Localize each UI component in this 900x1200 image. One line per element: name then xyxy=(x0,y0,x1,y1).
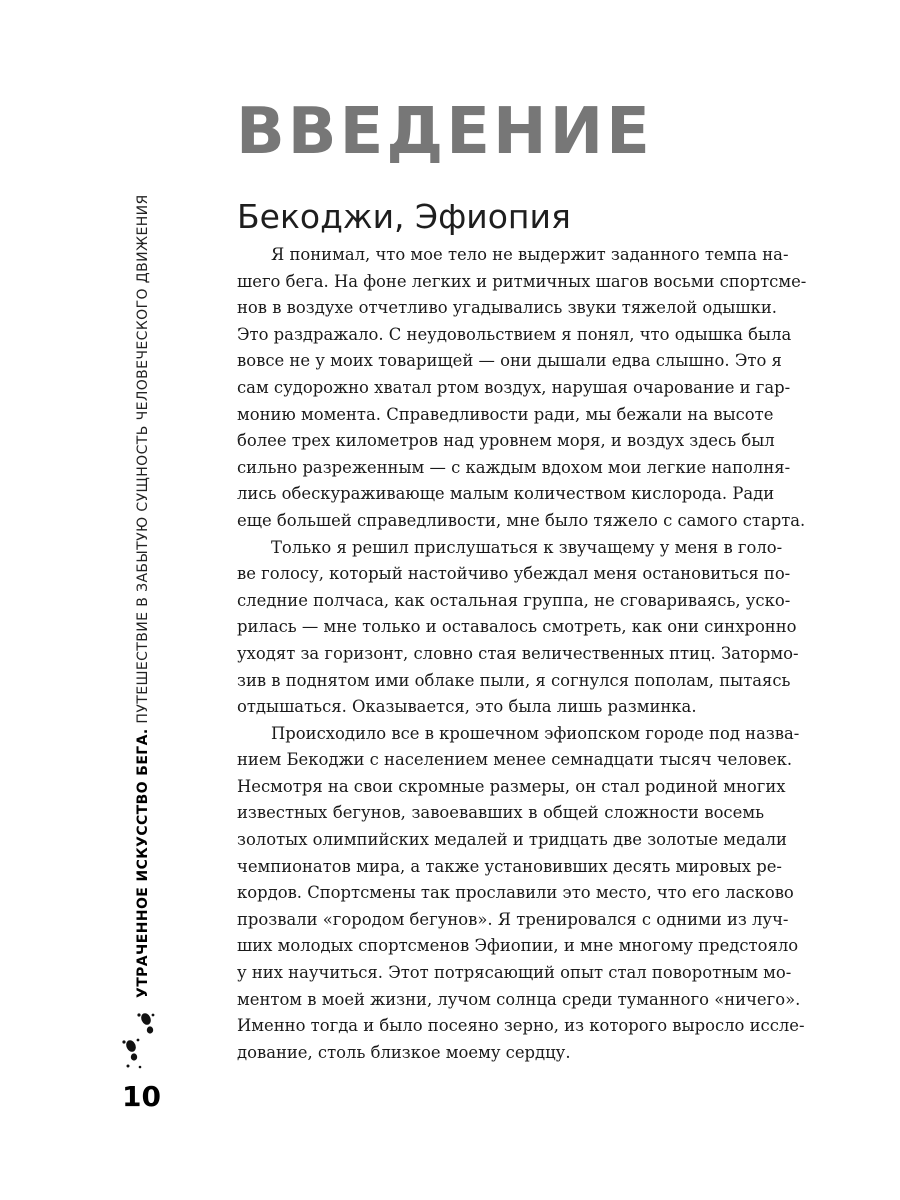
paragraph-line: более трех километров над уровнем моря, и воздух здесь был xyxy=(237,431,775,451)
paragraph-line: золотых олимпийских медалей и тридцать две золотые медали xyxy=(237,830,787,850)
paragraph-line: нов в воздухе отчетливо угадывались звуки тяжелой одышки. xyxy=(237,298,777,318)
paragraph-line: отдышаться. Оказывается, это была лишь разминка. xyxy=(237,697,697,717)
paragraph-line: кордов. Спортсмены так прославили это место, что его ласково xyxy=(237,883,794,903)
paragraph-line: известных бегунов, завоевавших в общей сложности восемь xyxy=(237,803,764,823)
paragraph-line: ментом в моей жизни, лучом солнца среди туманного «ничего». xyxy=(237,989,801,1009)
paragraph-line: монию момента. Справедливости ради, мы бежали на высоте xyxy=(237,404,774,424)
paragraph-line: у них научиться. Этот потрясающий опыт стал поворотным мо- xyxy=(237,963,792,983)
paragraph-line: следние полчаса, как остальная группа, не сговариваясь, уско- xyxy=(237,590,791,610)
paragraph-line: вовсе не у моих товарищей — они дышали едва слышно. Это я xyxy=(237,351,782,371)
paragraph-line: лись обескураживающе малым количеством кислорода. Ради xyxy=(237,484,775,504)
chapter-title: ВВЕДЕНИЕ xyxy=(236,95,653,169)
paragraph-line: Только я решил прислушаться к звучащему у меня в голо- xyxy=(271,537,783,557)
paragraph-line: ших молодых спортсменов Эфиопии, и мне многому предстояло xyxy=(237,936,799,956)
paragraph-line: уходят за горизонт, словно стая величественных птиц. Затормо- xyxy=(237,643,799,663)
paragraph-line: нием Бекоджи с населением менее семнадцати тысяч человек. xyxy=(237,750,793,770)
paragraph-line: Несмотря на свои скромные размеры, он стал родиной многих xyxy=(237,776,786,796)
section-title: Бекоджи, Эфиопия xyxy=(237,197,571,236)
paragraph-line: чемпионатов мира, а также установивших десять мировых ре- xyxy=(237,856,782,876)
paragraph-line: еще большей справедливости, мне было тяжело с самого старта. xyxy=(237,510,806,530)
paragraph-line: прозвали «городом бегунов». Я тренировался с одними из луч- xyxy=(237,909,789,929)
paragraph-line: рилась — мне только и оставалось смотреть, как они синхронно xyxy=(237,617,797,637)
paragraph-line: шего бега. На фоне легких и ритмичных шагов восьми спортсме- xyxy=(237,271,807,291)
running-header xyxy=(136,194,150,998)
paragraph-line: сам судорожно хватал ртом воздух, нарушая очарование и гар- xyxy=(237,377,791,397)
page-number: 10 xyxy=(122,1080,161,1113)
paragraph-line: дование, столь близкое моему сердцу. xyxy=(237,1042,571,1062)
footprints-icon xyxy=(120,1010,160,1074)
paragraph-line: Именно тогда и было посеяно зерно, из которого выросло иссле- xyxy=(237,1016,805,1036)
paragraph-line: Это раздражало. С неудовольствием я понял, что одышка была xyxy=(237,324,792,344)
running-header-subtitle: ПУТЕШЕСТВИЕ В ЗАБЫТУЮ СУЩНОСТЬ ЧЕЛОВЕЧЕСКОГО ДВИЖЕНИЯ xyxy=(135,194,151,724)
paragraph-line: зив в поднятом ими облаке пыли, я согнулся пополам, пытаясь xyxy=(237,670,791,690)
paragraph-line: Происходило все в крошечном эфиопском городе под назва- xyxy=(271,723,800,743)
paragraph-line: сильно разреженным — с каждым вдохом мои легкие наполня- xyxy=(237,457,791,477)
body-text xyxy=(237,242,807,1066)
paragraph-line: Я понимал, что мое тело не выдержит заданного темпа на- xyxy=(271,245,789,264)
running-header-book-title: УТРАЧЕННОЕ ИСКУССТВО БЕГА. xyxy=(135,728,151,998)
paragraph-line: ве голосу, который настойчиво убеждал меня остановиться по- xyxy=(237,564,791,584)
